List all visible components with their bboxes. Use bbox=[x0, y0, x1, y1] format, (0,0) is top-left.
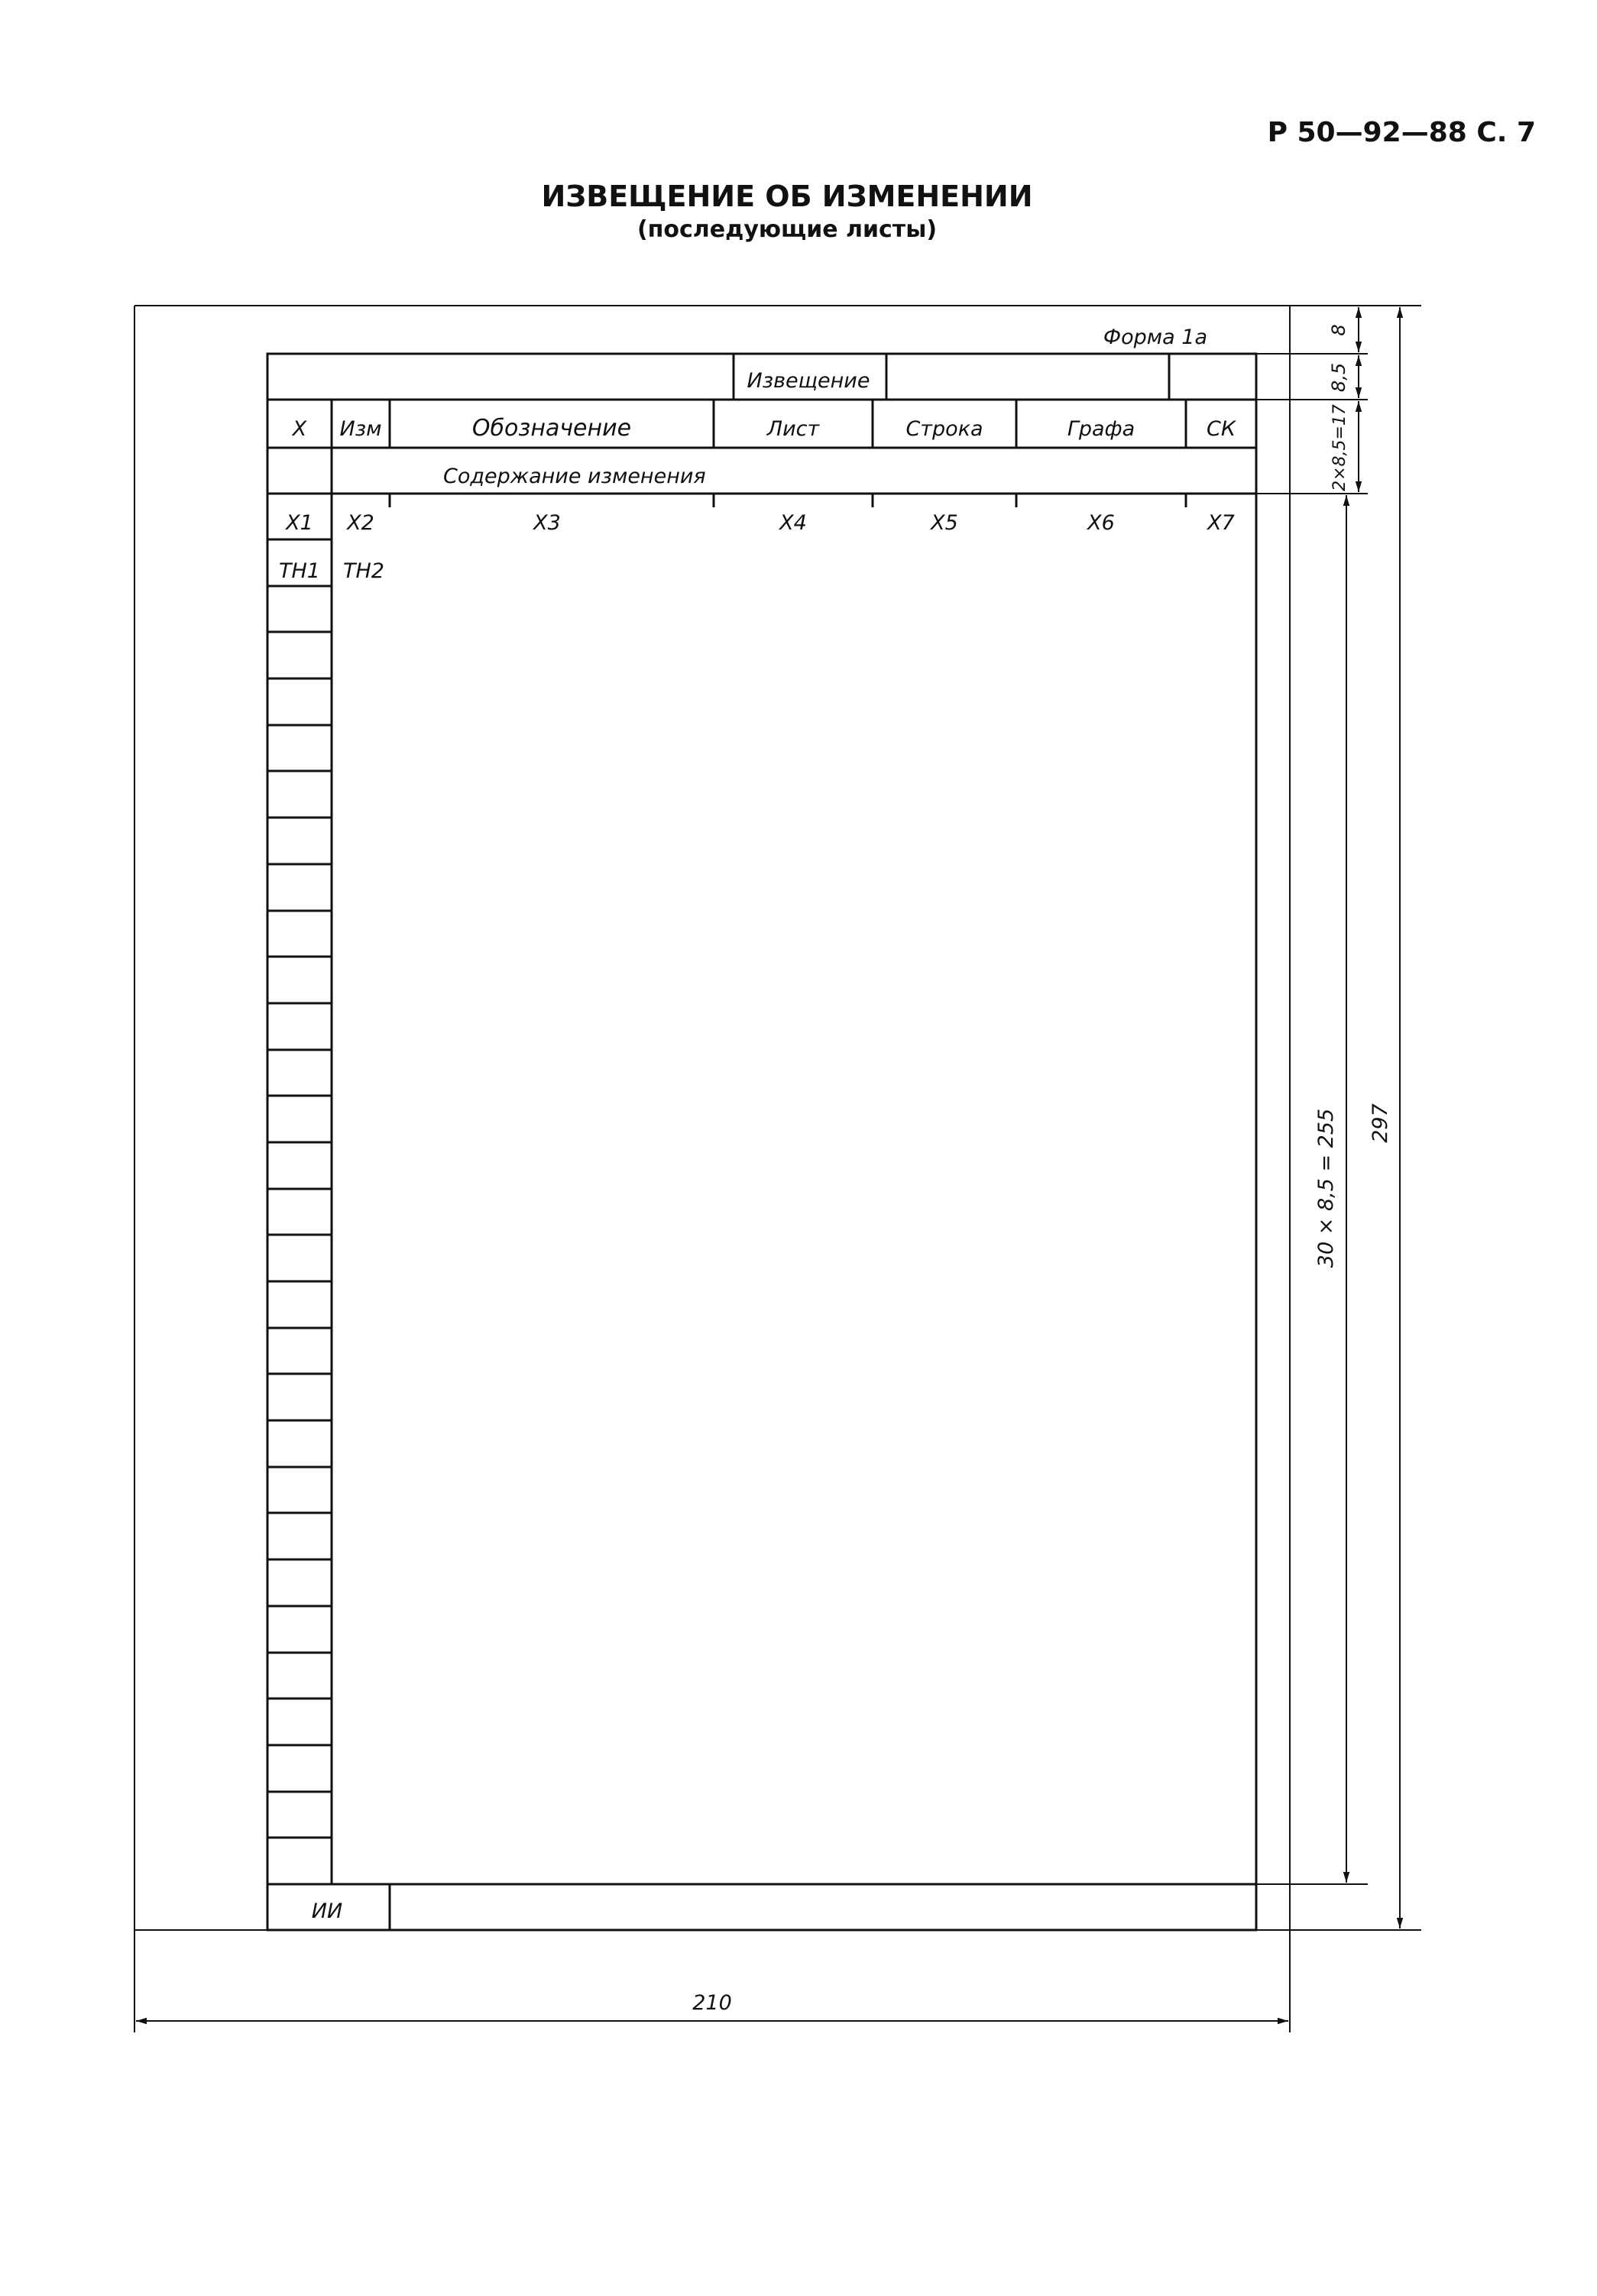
dim-total-width: 210 bbox=[692, 1991, 732, 2015]
code-tn2: ТН2 bbox=[343, 559, 384, 583]
form-frame bbox=[267, 354, 1256, 1930]
code-x5: X5 bbox=[931, 511, 958, 535]
code-x3: X3 bbox=[533, 511, 561, 535]
dimension-lines bbox=[136, 306, 1421, 2021]
row-grid bbox=[267, 539, 332, 1884]
content-label: Содержание изменения bbox=[443, 465, 706, 488]
form-label: Форма 1а bbox=[1103, 325, 1207, 349]
code-x1: X1 bbox=[286, 511, 313, 535]
dim-notice-row: 8,5 bbox=[1328, 362, 1349, 393]
code-tn1: ТН1 bbox=[279, 559, 320, 583]
dim-header-rows: 2×8,5=17 bbox=[1330, 404, 1349, 491]
column-list: Лист bbox=[766, 417, 820, 441]
code-x7: X7 bbox=[1207, 511, 1235, 535]
document-subtitle: (последующие листы) bbox=[637, 216, 938, 243]
code-x4: X4 bbox=[779, 511, 807, 535]
column-x: X bbox=[292, 417, 307, 441]
column-grafa: Графа bbox=[1067, 417, 1135, 441]
page-number: Р 50—92—88 С. 7 bbox=[1267, 117, 1536, 148]
column-stroka: Строка bbox=[905, 417, 983, 441]
dim-total-height: 297 bbox=[1369, 1103, 1392, 1143]
notice-label: Извещение bbox=[747, 369, 870, 393]
code-x2: X2 bbox=[347, 511, 374, 535]
column-sk: СК bbox=[1206, 417, 1236, 441]
dim-body-rows: 30 × 8,5 = 255 bbox=[1314, 1108, 1338, 1268]
column-izm: Изм bbox=[339, 417, 382, 441]
column-oboznachenie: Обозначение bbox=[471, 415, 632, 442]
document-title: ИЗВЕЩЕНИЕ ОБ ИЗМЕНЕНИИ bbox=[541, 180, 1033, 213]
code-x6: X6 bbox=[1087, 511, 1115, 535]
footer-label: ИИ bbox=[311, 1899, 343, 1923]
dim-top-margin: 8 bbox=[1328, 324, 1349, 336]
